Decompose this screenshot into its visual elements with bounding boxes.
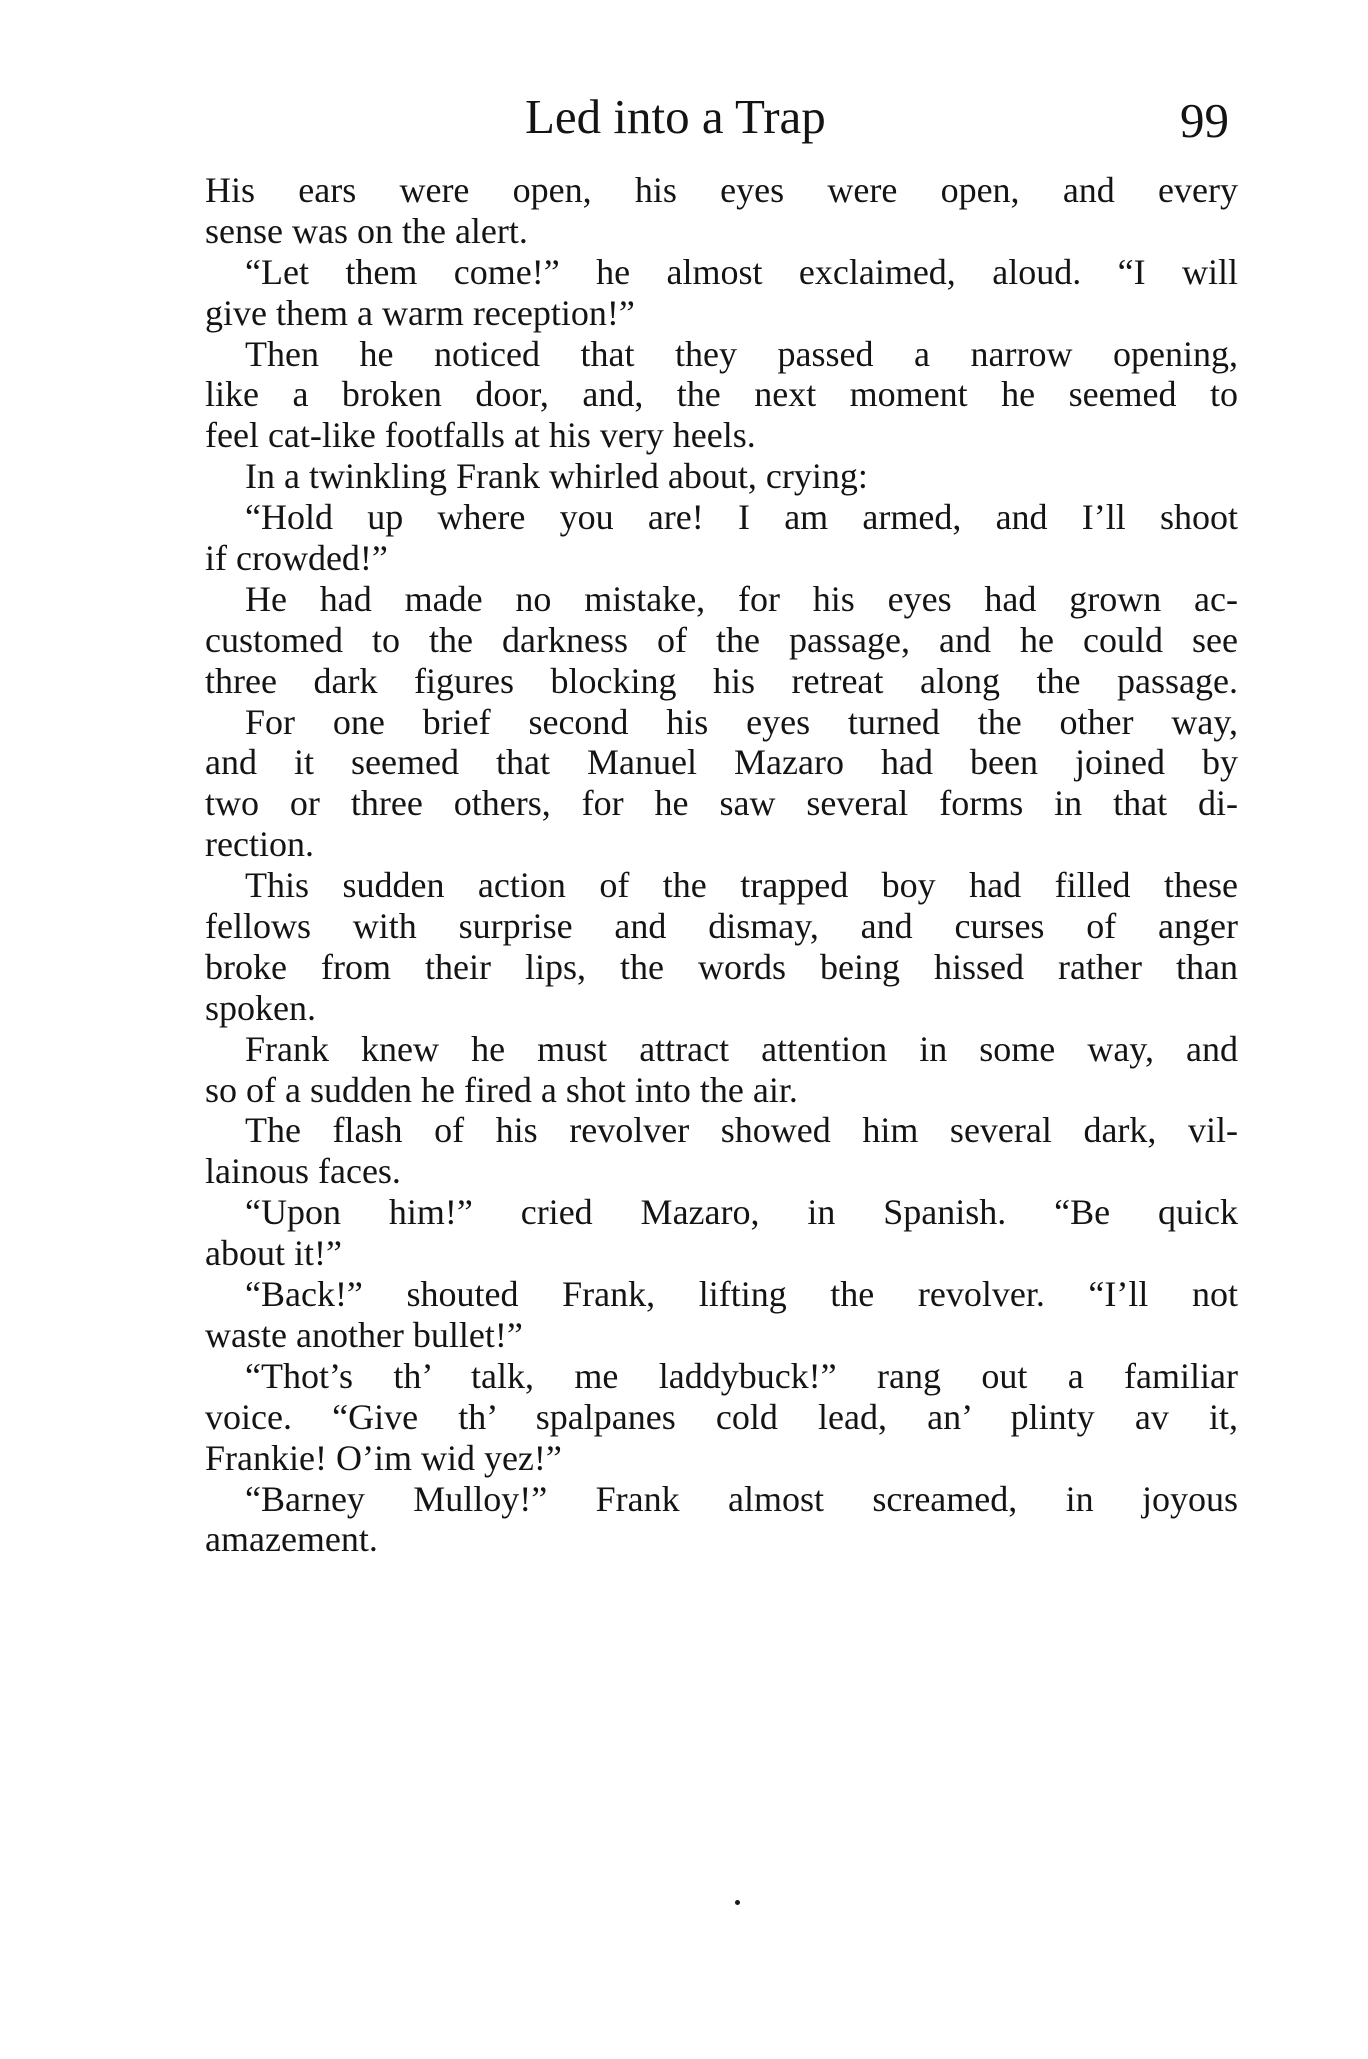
text-line: This sudden action of the trapped boy had filled these: [245, 865, 1238, 906]
text-line: fellows with surprise and dismay, and curses of anger: [205, 906, 1238, 947]
text-line: “Let them come!” he almost exclaimed, aloud. “I will: [245, 251, 1238, 292]
text-line: For one brief second his eyes turned the other way,: [245, 701, 1238, 742]
body-text: [205, 170, 1238, 1560]
page-number: 99: [1180, 93, 1229, 148]
text-line: so of a sudden he fired a shot into the air.: [205, 1069, 798, 1110]
text-line: waste another bullet!”: [205, 1314, 523, 1355]
text-line: Then he noticed that they passed a narrow opening,: [245, 333, 1238, 374]
text-line: feel cat-like footfalls at his very heels.: [205, 415, 756, 456]
text-line: “Thot’s th’ talk, me laddybuck!” rang out a familiar: [245, 1355, 1238, 1396]
text-line: and it seemed that Manuel Mazaro had been joined by: [205, 742, 1238, 783]
running-title: Led into a Trap: [525, 89, 826, 144]
text-line: customed to the darkness of the passage, and he could see: [205, 619, 1238, 660]
text-line: “Hold up where you are! I am armed, and I’ll shoot: [245, 497, 1238, 538]
text-line: three dark figures blocking his retreat along the passage.: [205, 660, 1238, 701]
text-line: voice. “Give th’ spalpanes cold lead, an’ plinty av it,: [205, 1396, 1238, 1437]
text-line: The flash of his revolver showed him several dark, vil-: [245, 1110, 1238, 1151]
text-line: like a broken door, and, the next moment he seemed to: [205, 374, 1238, 415]
text-line: lainous faces.: [205, 1151, 401, 1192]
text-line: sense was on the alert.: [205, 210, 528, 251]
text-line: He had made no mistake, for his eyes had grown ac-: [245, 578, 1238, 619]
text-line: if crowded!”: [205, 538, 388, 579]
page-header: [0, 82, 1368, 152]
text-line: give them a warm reception!”: [205, 292, 635, 333]
ink-speck: [735, 1900, 740, 1905]
text-line: two or three others, for he saw several forms in that di-: [205, 783, 1238, 824]
text-line: amazement.: [205, 1519, 378, 1560]
text-line: broke from their lips, the words being hissed rather than: [205, 946, 1238, 987]
text-line: In a twinkling Frank whirled about, crying:: [245, 456, 868, 497]
text-line: Frank knew he must attract attention in some way, and: [245, 1028, 1238, 1069]
text-line: rection.: [205, 824, 314, 865]
text-line: His ears were open, his eyes were open, and every: [205, 170, 1238, 210]
text-line: about it!”: [205, 1233, 342, 1274]
text-line: “Upon him!” cried Mazaro, in Spanish. “Be quick: [245, 1192, 1238, 1233]
text-line: “Barney Mulloy!” Frank almost screamed, in joyous: [245, 1478, 1238, 1519]
text-line: Frankie! O’im wid yez!”: [205, 1437, 562, 1478]
text-line: “Back!” shouted Frank, lifting the revolver. “I’ll not: [245, 1274, 1238, 1315]
text-line: spoken.: [205, 987, 316, 1028]
